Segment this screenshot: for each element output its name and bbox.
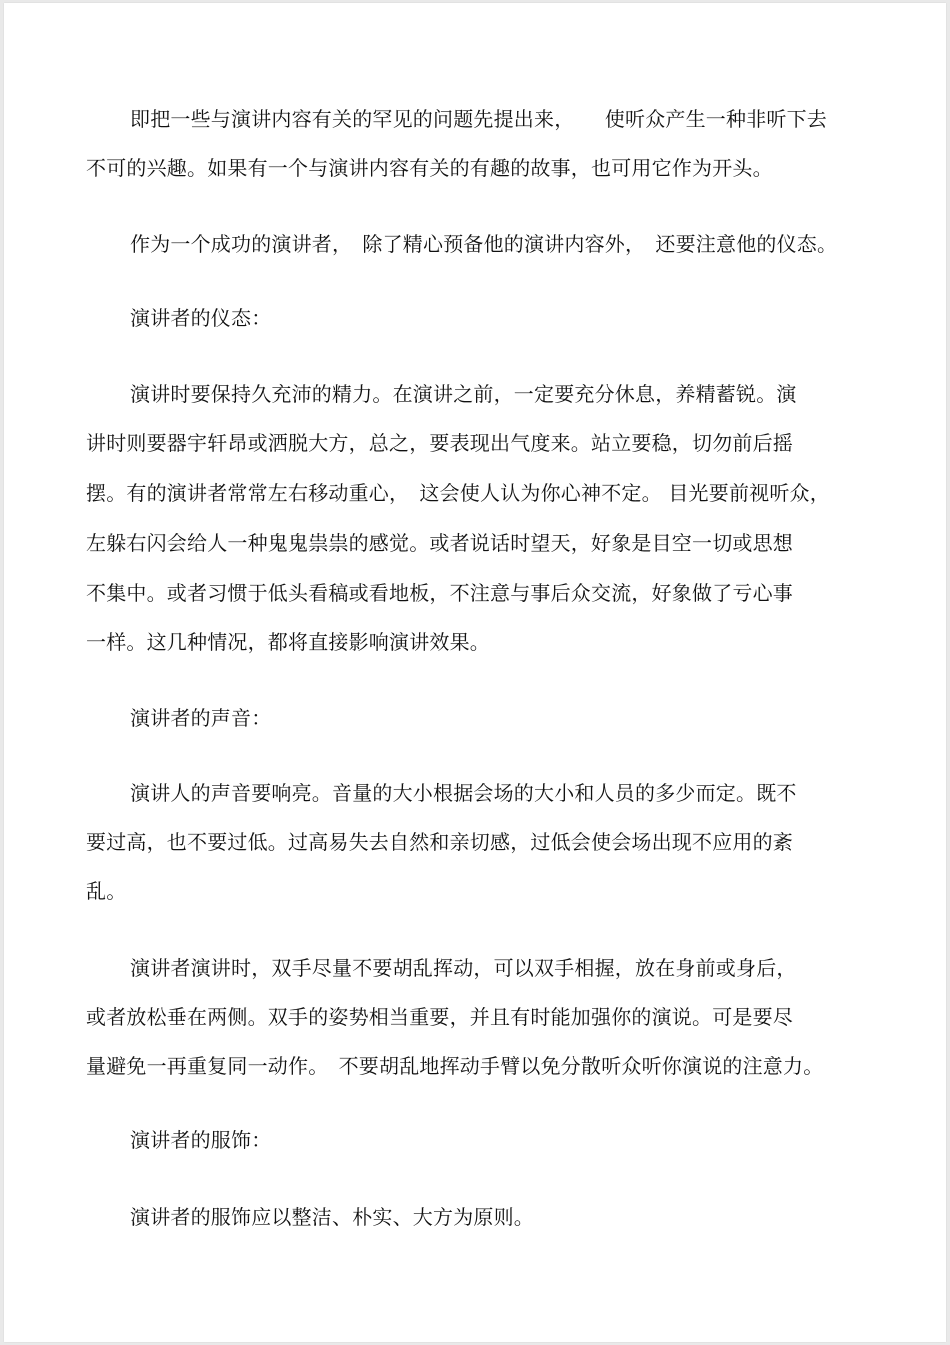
paragraph-line: 演讲者演讲时，双手尽量不要胡乱挥动，可以双手相握，放在身前或身后，: [130, 956, 797, 980]
section-heading: 演讲者的仪态：: [130, 306, 272, 330]
paragraph-line: 摆。有的演讲者常常左右移动重心， 这会使人认为你心神不定。 目光要前视听众，: [86, 481, 830, 505]
paragraph-line: 讲时则要器宇轩昂或洒脱大方，总之，要表现出气度来。站立要稳，切勿前后摇: [86, 431, 793, 455]
document-page: [4, 3, 946, 1342]
paragraph-line: 即把一些与演讲内容有关的罕见的问题先提出来， 使听众产生一种非听下去: [130, 107, 827, 131]
paragraph-line: 演讲者的服饰应以整洁、朴实、大方为原则。: [130, 1205, 534, 1229]
paragraph-line: 不集中。或者习惯于低头看稿或看地板，不注意与事后众交流，好象做了亏心事: [86, 581, 793, 605]
paragraph-line: 演讲人的声音要响亮。音量的大小根据会场的大小和人员的多少而定。既不: [130, 781, 797, 805]
paragraph-line: 左躲右闪会给人一种鬼鬼祟祟的感觉。或者说话时望天，好象是目空一切或思想: [86, 531, 793, 555]
paragraph-line: 量避免一再重复同一动作。 不要胡乱地挥动手臂以免分散听众听你演说的注意力。: [86, 1054, 824, 1078]
paragraph-line: 不可的兴趣。如果有一个与演讲内容有关的有趣的故事，也可用它作为开头。: [86, 156, 773, 180]
paragraph-line: 作为一个成功的演讲者， 除了精心预备他的演讲内容外， 还要注意他的仪态。: [130, 232, 838, 256]
paragraph-line: 或者放松垂在两侧。双手的姿势相当重要，并且有时能加强你的演说。可是要尽: [86, 1005, 793, 1029]
paragraph-line: 乱。: [86, 879, 127, 903]
document-body: [4, 3, 946, 1342]
section-heading: 演讲者的声音：: [130, 706, 272, 730]
paragraph-line: 一样。这几种情况，都将直接影响演讲效果。: [86, 630, 490, 654]
section-heading: 演讲者的服饰：: [130, 1128, 272, 1152]
paragraph-line: 要过高，也不要过低。过高易失去自然和亲切感，过低会使会场出现不应用的紊: [86, 830, 793, 854]
paragraph-line: 演讲时要保持久充沛的精力。在演讲之前，一定要充分休息，养精蓄锐。演: [130, 382, 797, 406]
